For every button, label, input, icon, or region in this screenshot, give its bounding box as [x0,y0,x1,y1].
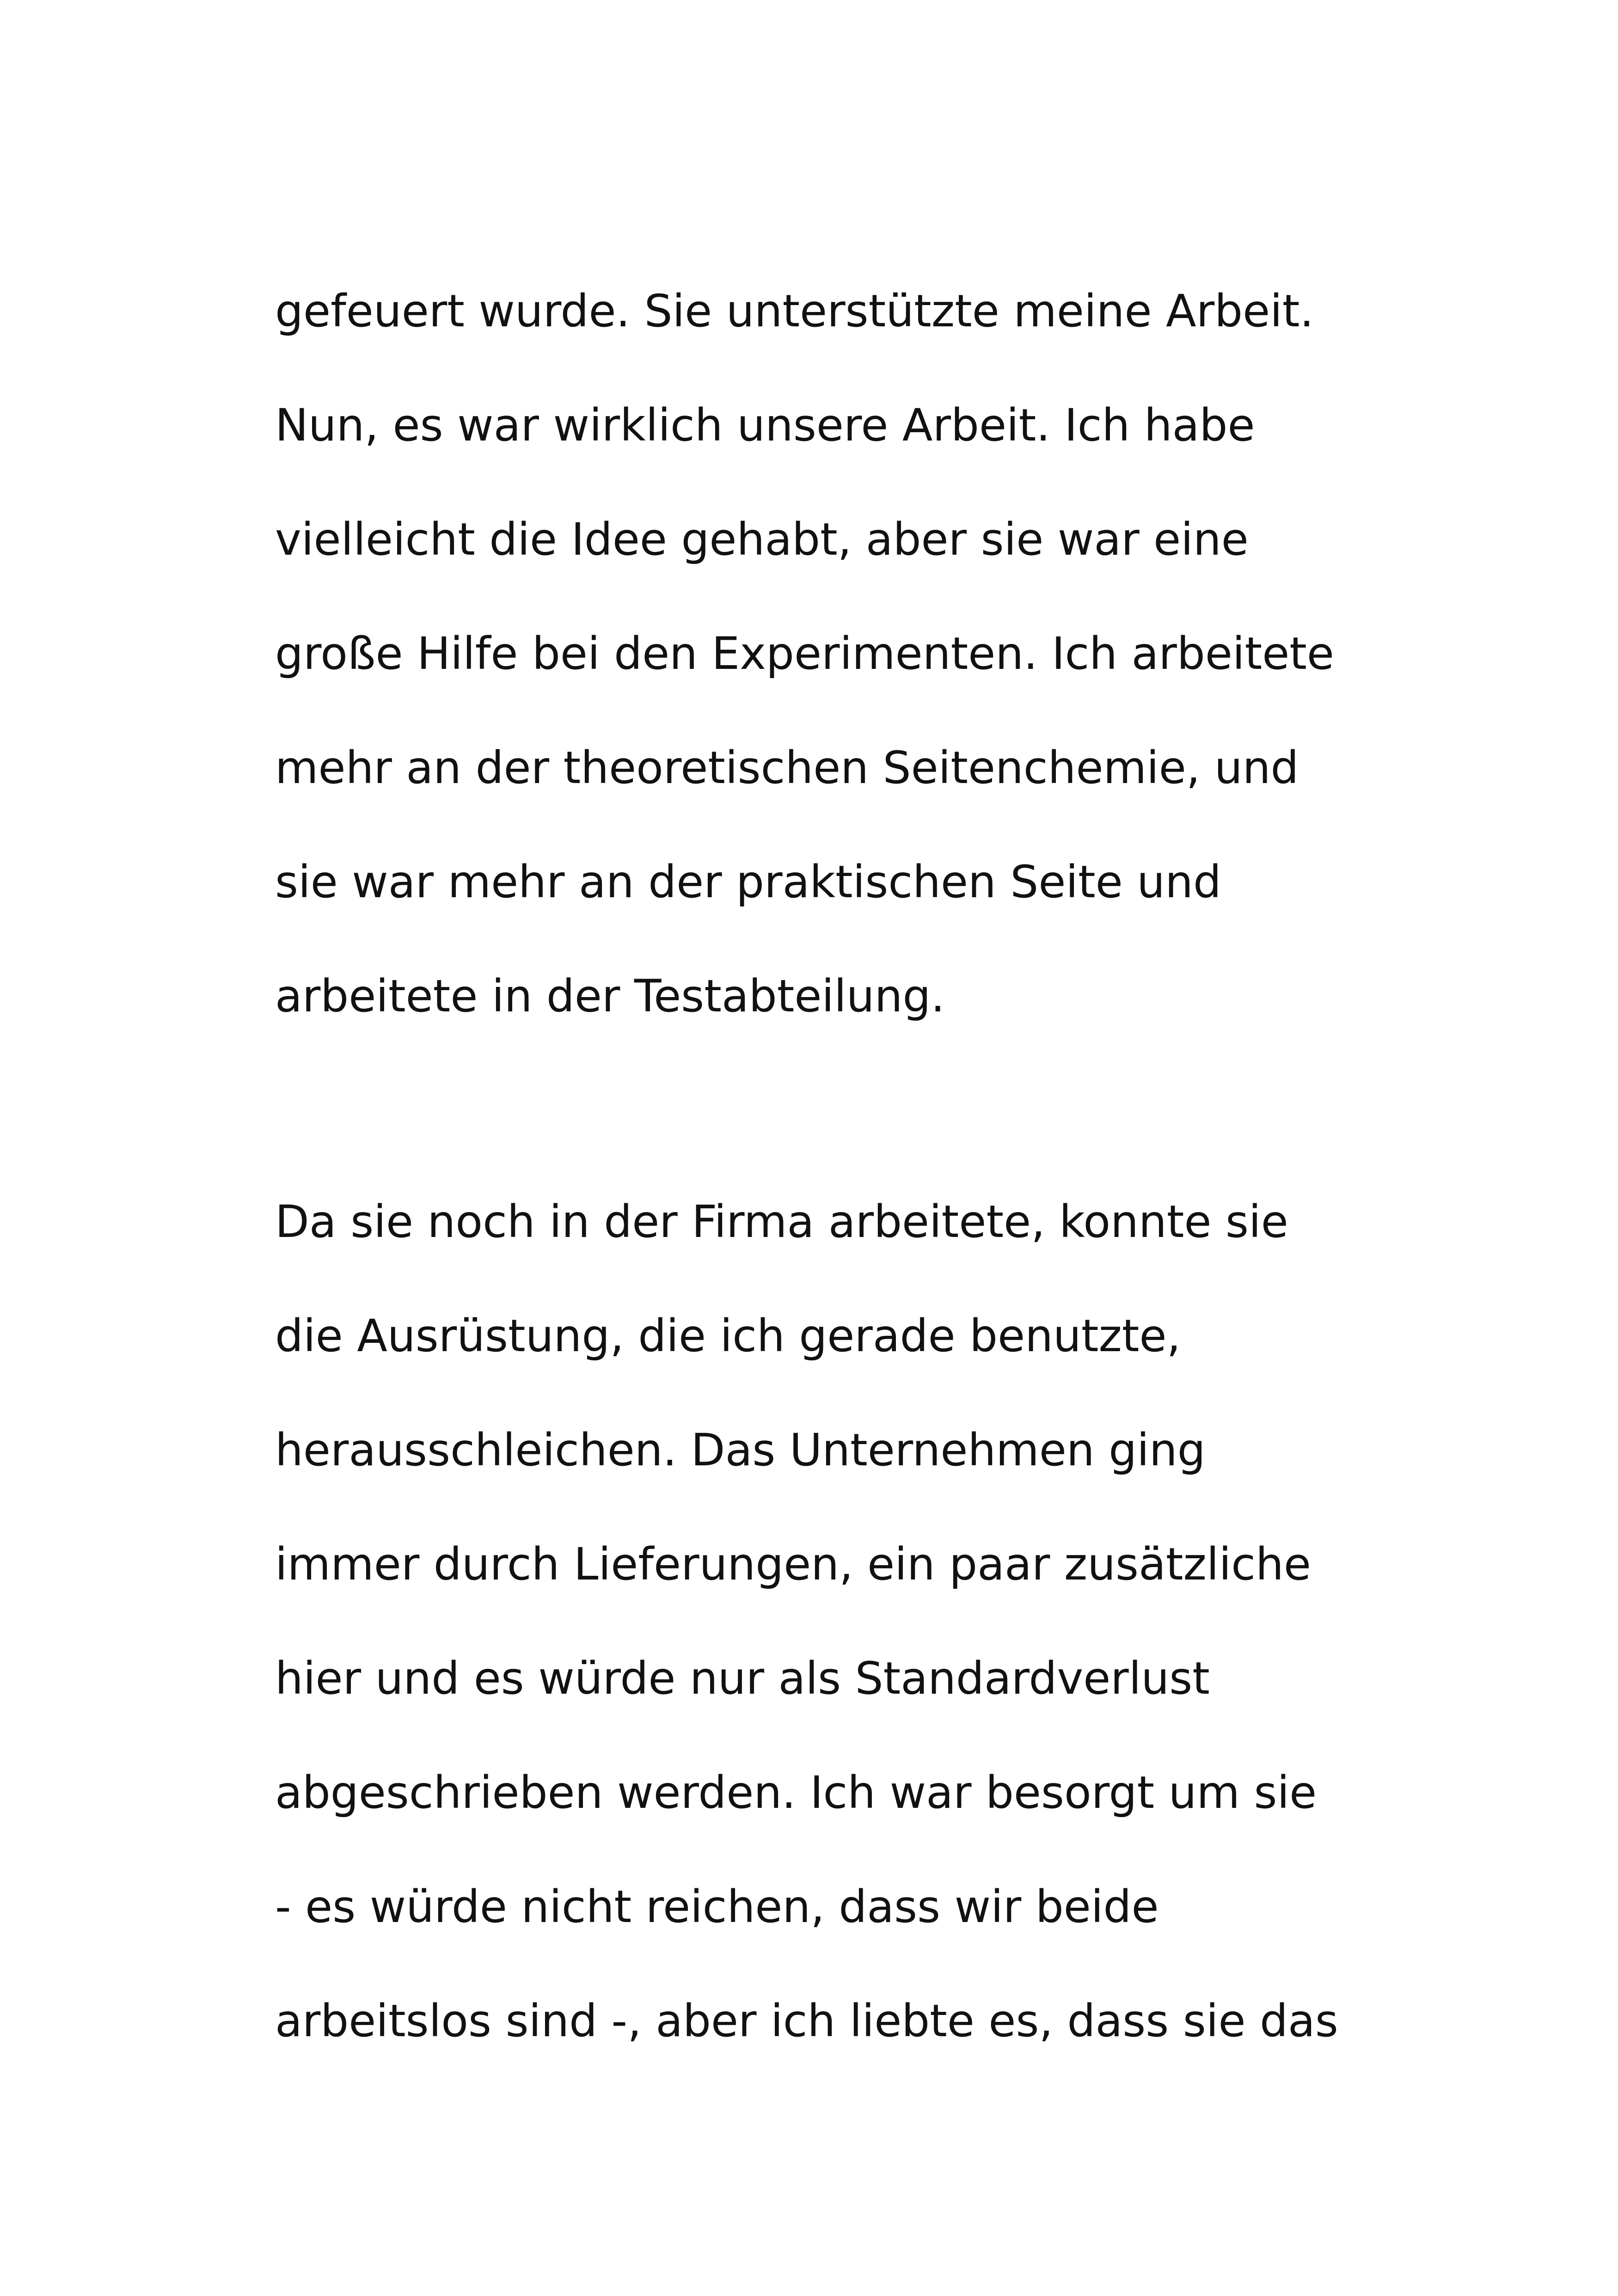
paragraph-1 [275,254,1431,1053]
text-line: vielleicht die Idee gehabt, aber sie war eine [275,514,1249,565]
text-line: abgeschrieben werden. Ich war besorgt um sie [275,1767,1317,1818]
text-line: die Ausrüstung, die ich gerade benutzte, [275,1310,1181,1362]
text-line: arbeitete in der Testabteilung. [275,970,945,1022]
paragraph-2 [275,1165,1431,2078]
text-line: gefeuert wurde. Sie unterstützte meine Arbeit. [275,285,1314,337]
text-line: sie war mehr an der praktischen Seite und [275,856,1221,908]
text-line: Nun, es war wirklich unsere Arbeit. Ich habe [275,399,1255,451]
text-line: Da sie noch in der Firma arbeitete, konnte sie [275,1196,1288,1248]
text-line: arbeitslos sind -, aber ich liebte es, dass sie das [275,1995,1338,2047]
text-line: - es würde nicht reichen, dass wir beide [275,1881,1159,1933]
text-line: immer durch Lieferungen, ein paar zusätzliche [275,1538,1311,1590]
text-line: herausschleichen. Das Unternehmen ging [275,1424,1206,1476]
text-line: große Hilfe bei den Experimenten. Ich arbeitete [275,628,1334,680]
text-line: hier und es würde nur als Standardverlust [275,1653,1210,1704]
text-line: mehr an der theoretischen Seitenchemie, und [275,742,1299,794]
